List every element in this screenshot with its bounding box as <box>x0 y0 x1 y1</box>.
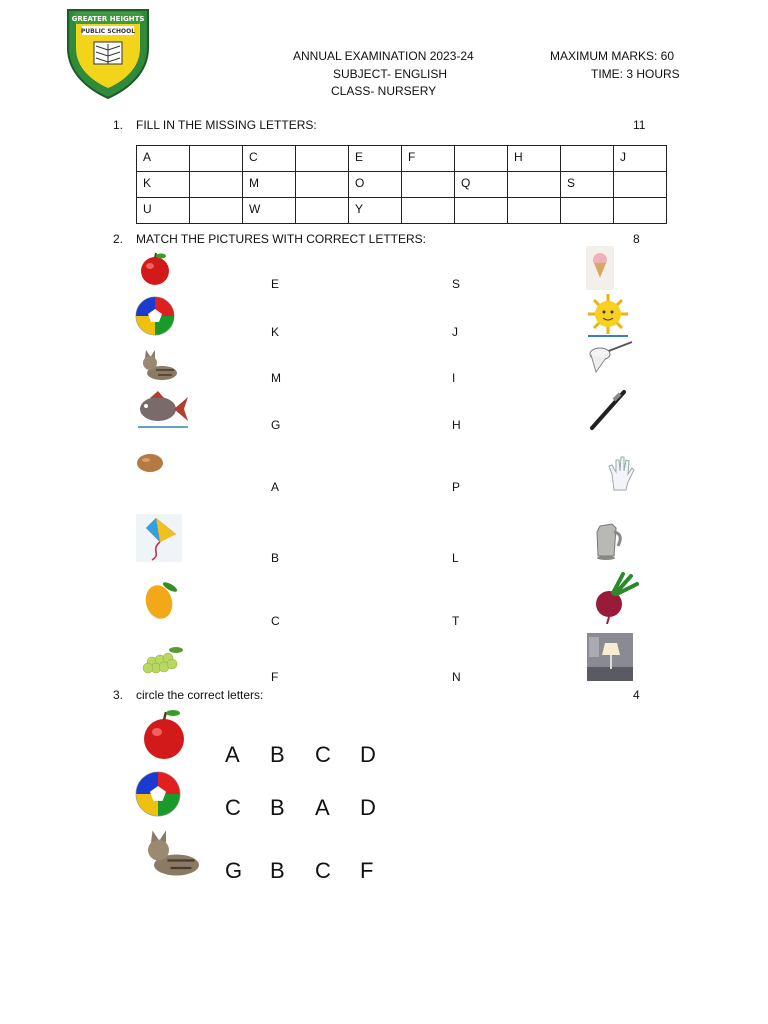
letter-cell: Q <box>455 172 508 198</box>
letter-option[interactable]: C <box>225 795 241 820</box>
letter-cell: O <box>349 172 402 198</box>
q2-marks: 8 <box>633 232 640 246</box>
exam-title: ANNUAL EXAMINATION 2023-24 <box>293 49 474 63</box>
letter-cell: H <box>508 146 561 172</box>
match-letter-right[interactable]: T <box>452 614 460 628</box>
letter-cell: M <box>243 172 296 198</box>
letter-option[interactable]: C <box>315 858 331 883</box>
apple-icon[interactable] <box>138 251 172 292</box>
letter-option[interactable]: D <box>360 742 376 767</box>
match-letter-left[interactable]: G <box>271 418 281 432</box>
q1-marks: 11 <box>633 118 646 132</box>
letter-option[interactable]: B <box>270 858 285 883</box>
blank-cell[interactable] <box>508 198 561 224</box>
letter-option[interactable]: A <box>315 795 330 820</box>
blank-cell[interactable] <box>455 198 508 224</box>
q3-number: 3. <box>113 688 124 702</box>
ball-icon[interactable] <box>135 296 175 341</box>
blank-cell[interactable] <box>296 172 349 198</box>
jug-icon[interactable] <box>592 520 628 567</box>
match-letter-left[interactable]: M <box>271 371 281 385</box>
table-row <box>137 198 667 224</box>
time-label: TIME: 3 HOURS <box>591 67 680 81</box>
apple-icon <box>142 707 188 766</box>
missing-letters-table <box>136 145 667 224</box>
q3-question: circle the correct letters: <box>136 688 264 702</box>
blank-cell[interactable] <box>190 172 243 198</box>
blank-cell[interactable] <box>190 146 243 172</box>
lamp-icon[interactable] <box>587 633 633 686</box>
school-logo <box>60 4 156 100</box>
letter-cell: F <box>402 146 455 172</box>
letter-cell: W <box>243 198 296 224</box>
letter-cell: S <box>561 172 614 198</box>
table-row <box>137 146 667 172</box>
class-label: CLASS- NURSERY <box>331 84 437 98</box>
fish-icon[interactable] <box>136 389 190 436</box>
turnip-icon[interactable] <box>591 572 639 629</box>
match-letter-left[interactable]: B <box>271 551 280 565</box>
ball-icon <box>135 771 181 822</box>
match-letter-left[interactable]: A <box>271 480 280 494</box>
letter-option[interactable]: B <box>270 742 285 767</box>
q1-question: FILL IN THE MISSING LETTERS: <box>136 118 317 132</box>
match-letter-right[interactable]: S <box>452 277 461 291</box>
match-letter-right[interactable]: I <box>452 371 456 385</box>
letter-cell: C <box>243 146 296 172</box>
blank-cell[interactable] <box>296 146 349 172</box>
letter-option[interactable]: C <box>315 742 331 767</box>
net-icon[interactable] <box>588 340 634 387</box>
match-letter-right[interactable]: H <box>452 418 461 432</box>
table-row <box>137 172 667 198</box>
letter-cell: E <box>349 146 402 172</box>
blank-cell[interactable] <box>402 172 455 198</box>
hand-icon[interactable] <box>606 454 636 497</box>
match-letter-right[interactable]: L <box>452 551 459 565</box>
letter-option[interactable]: A <box>225 742 240 767</box>
cat-icon[interactable] <box>138 347 180 388</box>
svg-text:GREATER HEIGHTS: GREATER HEIGHTS <box>71 15 145 23</box>
letter-cell: K <box>137 172 190 198</box>
subject-label: SUBJECT- ENGLISH <box>333 67 448 81</box>
q1-number: 1. <box>113 118 124 132</box>
blank-cell[interactable] <box>614 198 667 224</box>
kite-icon[interactable] <box>136 514 182 567</box>
letter-cell: Y <box>349 198 402 224</box>
blank-cell[interactable] <box>561 146 614 172</box>
ice-cream-icon[interactable] <box>586 246 614 295</box>
cat-icon <box>140 826 204 885</box>
sun-icon[interactable] <box>586 292 630 343</box>
egg-icon[interactable] <box>136 452 164 479</box>
blank-cell[interactable] <box>508 172 561 198</box>
blank-cell[interactable] <box>190 198 243 224</box>
letter-option[interactable]: G <box>225 858 243 883</box>
q2-question: MATCH THE PICTURES WITH CORRECT LETTERS: <box>136 232 427 246</box>
svg-text:PUBLIC SCHOOL: PUBLIC SCHOOL <box>80 28 136 35</box>
letter-option[interactable]: B <box>270 795 285 820</box>
letter-cell: A <box>137 146 190 172</box>
blank-cell[interactable] <box>561 198 614 224</box>
blank-cell[interactable] <box>402 198 455 224</box>
match-letter-left[interactable]: C <box>271 614 280 628</box>
blank-cell[interactable] <box>296 198 349 224</box>
grapes-icon[interactable] <box>140 640 184 681</box>
letter-option[interactable]: D <box>360 795 376 820</box>
letter-cell: J <box>614 146 667 172</box>
blank-cell[interactable] <box>455 146 508 172</box>
mango-icon[interactable] <box>140 579 180 626</box>
match-letter-left[interactable]: F <box>271 670 279 684</box>
pen-icon[interactable] <box>588 388 628 437</box>
match-letter-right[interactable]: P <box>452 480 461 494</box>
q3-marks: 4 <box>633 688 640 702</box>
letter-cell: U <box>137 198 190 224</box>
q2-number: 2. <box>113 232 124 246</box>
blank-cell[interactable] <box>614 172 667 198</box>
letter-option[interactable]: F <box>360 858 374 883</box>
match-letter-left[interactable]: K <box>271 325 280 339</box>
max-marks: MAXIMUM MARKS: 60 <box>550 49 675 63</box>
match-letter-right[interactable]: J <box>452 325 458 339</box>
match-letter-left[interactable]: E <box>271 277 280 291</box>
match-letter-right[interactable]: N <box>452 670 461 684</box>
